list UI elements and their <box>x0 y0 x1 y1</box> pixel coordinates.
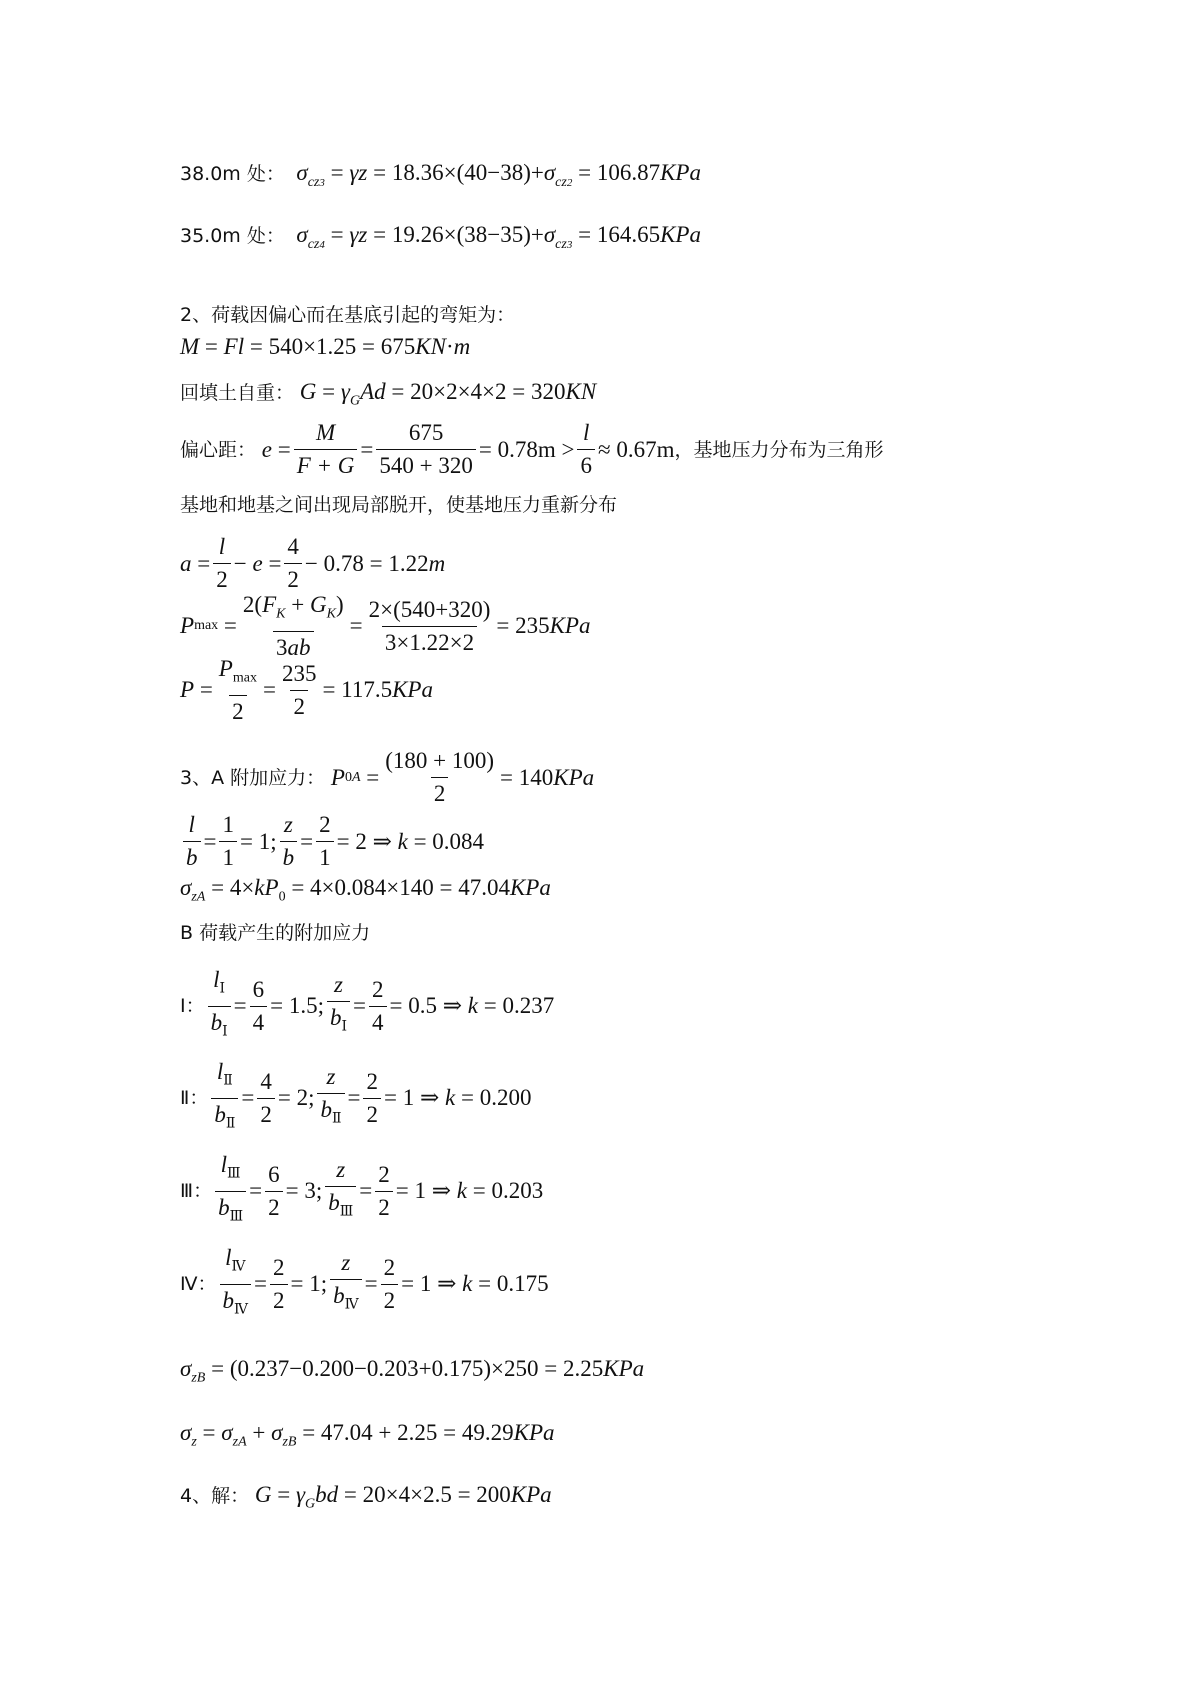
backfill-line <box>180 377 596 417</box>
case-row-4: Ⅳ： $\frac{l_Ⅳ}{b_Ⅳ}$ = $\frac{2}{2}$ = 1 ; $\frac{z}{b_Ⅳ}$ = $\frac{2}{2}$ = 1 ⇒ k = 0.175 <box>180 1243 549 1325</box>
eq-sigma-za: $\sigma_{zA} = 4\times kP_0 = 4\times 0.084\times 140 = 47.04KPa$ <box>180 875 551 905</box>
ecc-frac-l6: $\frac{l}{6}$ <box>577 418 595 481</box>
eq-ratio-a: $\frac{l}{b}$ = $\frac{1}{1}$ = 1; $\frac{z}{b}$ = $\frac{2}{1}$ = 2 ⇒ k = 0.084 <box>180 810 484 873</box>
eq-backfill: $G = \gamma_GAd = 20\times 2\times 4\times 2 = 320KN$ <box>299 379 597 409</box>
eq-sigma-cz3: $\sigma_{cz3} = \gamma z = 18.36\times(40-38)+\sigma_{cz2} = 106.87KPa$ <box>296 160 701 190</box>
depth-label-35: 35.0m 处： <box>180 225 285 247</box>
section3-b-heading: B 荷载产生的附加应力 <box>180 922 371 944</box>
eq-section4: $G = \gamma_Gbd = 20\times 4\times 2.5 = 200KPa$ <box>254 1482 552 1512</box>
section3-heading: 3、A 附加应力： <box>180 766 326 789</box>
case-label-1: Ⅰ： <box>180 995 205 1018</box>
section2-heading: 2、荷载因偏心而在基底引起的弯矩为： <box>180 304 516 326</box>
case-label-3: Ⅲ： <box>180 1180 213 1203</box>
case-row-2: Ⅱ： $\frac{l_Ⅱ}{b_Ⅱ}$ = $\frac{4}{2}$ = 2 ; $\frac{z}{b_Ⅱ}$ = $\frac{2}{2}$ = 1 ⇒ k = 0.200 <box>180 1057 531 1139</box>
backfill-label: 回填土自重： <box>180 382 295 404</box>
case-row-3: Ⅲ： $\frac{l_Ⅲ}{b_Ⅲ}$ = $\frac{6}{2}$ = 3 ; $\frac{z}{b_Ⅲ}$ = $\frac{2}{2}$ = 1 ⇒ k = 0.203 <box>180 1150 543 1232</box>
eq-sigma-cz3-line <box>180 158 701 198</box>
eq-sigma-z: $\sigma_z = \sigma_{zA} + \sigma_{zB} = 47.04 + 2.25 = 49.29KPa$ <box>180 1420 555 1450</box>
eq-sigma-zb: $\sigma_{zB} = (0.237-0.200-0.203+0.175)\times 250 = 2.25KPa$ <box>180 1356 645 1386</box>
ecc-result: = 0.78m > <box>478 436 575 462</box>
eq-pmax: P max = $\frac{2(F_K + G_K)}{3ab}$ = $\frac{2\times(540+320)}{3\times 1.22\times 2}$ = 235 KPa <box>180 590 590 663</box>
ecc-label: 偏心距： <box>180 438 257 461</box>
eq-a: a = $\frac{l}{2}$ − e = $\frac{4}{2}$ − 0.78 = 1.22 m <box>180 532 445 595</box>
ecc-frac-1: $\frac{M}{F + G}$ <box>294 418 358 481</box>
ecc-note: ，基地压力分布为三角形 <box>674 438 884 461</box>
redistribution-note: 基地和地基之间出现局部脱开，使基地压力重新分布 <box>180 494 618 516</box>
eq-moment: M = Fl = 540×1.25 = 675KN·m <box>180 334 471 359</box>
case-row-1: Ⅰ： $\frac{l_Ⅰ}{b_Ⅰ}$ = $\frac{6}{4}$ = 1.5 ; $\frac{z}{b_Ⅰ}$ = $\frac{2}{4}$ = 0.5 ⇒ k = 0.237 <box>180 965 554 1047</box>
case-label-4: Ⅳ： <box>180 1273 217 1296</box>
eccentricity-line: 偏心距： e = $\frac{M}{F + G}$ = $\frac{675}{540 + 320}$ = 0.78m > $\frac{l}{6}$ ≈ 0.67m ，基地压力分布为三角形 <box>180 418 884 481</box>
section3-p0a-line: 3、A 附加应力： P 0A = $\frac{(180 + 100)}{2}$ = 140 KPa <box>180 746 594 809</box>
ecc-approx: ≈ 0.67m <box>597 436 675 462</box>
eq-sigma-cz4: $\sigma_{cz4} = \gamma z = 19.26\times(38-35)+\sigma_{cz3} = 164.65KPa$ <box>296 222 701 252</box>
section4-line <box>180 1480 552 1520</box>
ecc-frac-2: $\frac{675}{540 + 320}$ <box>376 418 475 481</box>
section4-label: 4、解： <box>180 1485 250 1507</box>
eq-p: P = $\frac{P_{max}}{2}$ = $\frac{235}{2}$ = 117.5 KPa <box>180 654 433 727</box>
depth-label-38: 38.0m 处： <box>180 163 285 185</box>
eq-sigma-cz4-line <box>180 220 701 260</box>
case-label-2: Ⅱ： <box>180 1087 209 1110</box>
